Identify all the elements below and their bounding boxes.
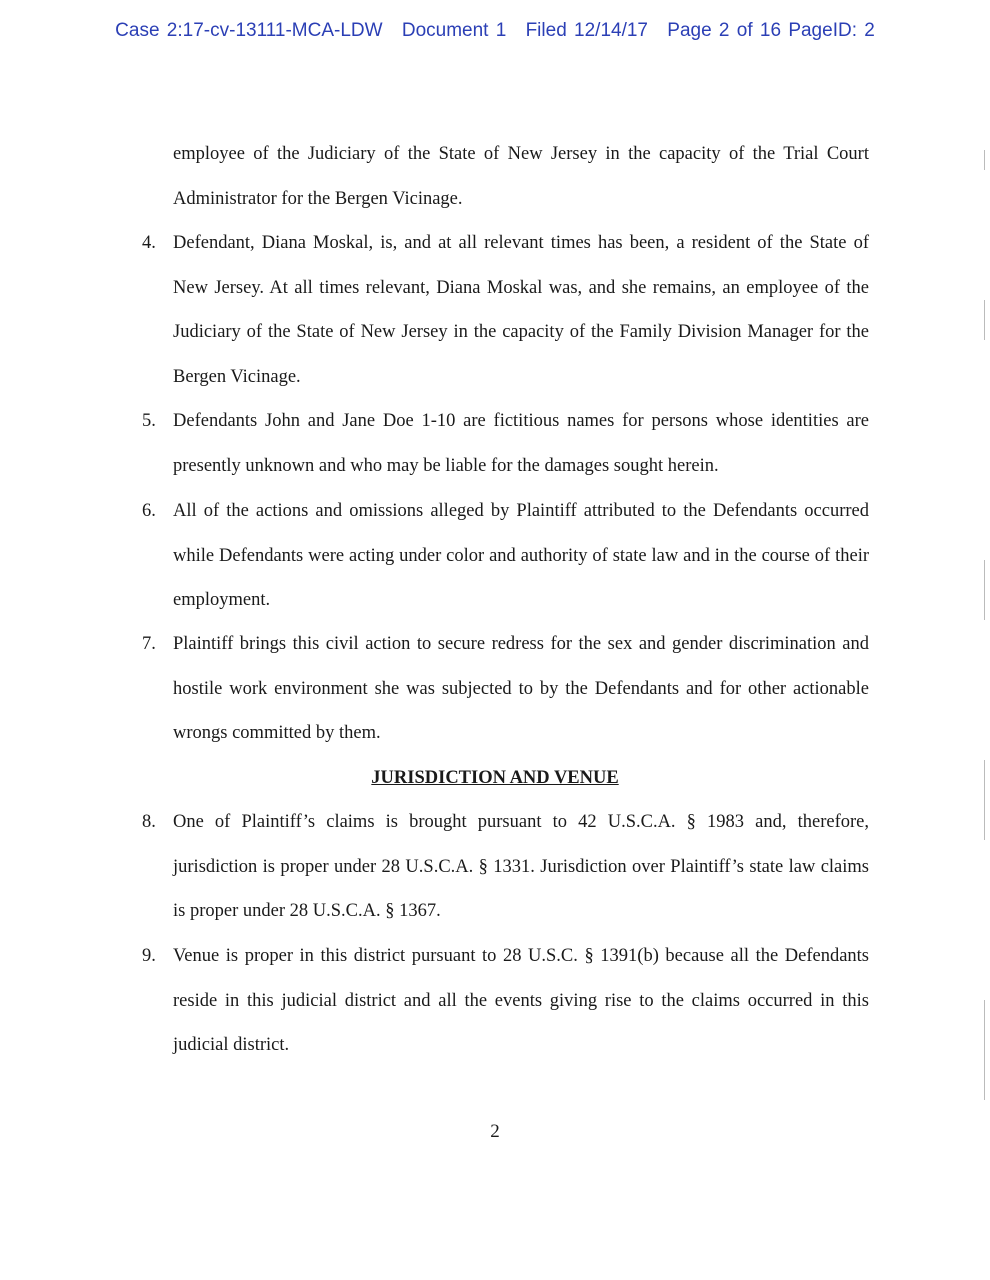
paragraph-number: 8. xyxy=(142,812,156,832)
page-info: Page 2 of 16 PageID: 2 xyxy=(667,20,875,41)
scan-mark xyxy=(984,1000,985,1100)
paragraph-text: All of the actions and omissions alleged by Plaintiff attributed to the Defendants occurred while Defendants were acting under color and authority of state law and in the course of their employment. xyxy=(173,501,869,611)
scan-mark xyxy=(984,760,985,840)
paragraph-number: 7. xyxy=(142,634,156,654)
paragraph-number: 4. xyxy=(142,233,156,253)
paragraph-number: 9. xyxy=(142,946,156,966)
case-header xyxy=(0,20,990,42)
paragraph-text: Venue is proper in this district pursuant to 28 U.S.C. § 1391(b) because all the Defendants reside in this judicial district and all the events giving rise to the claims occurred in this judicial district. xyxy=(173,946,869,1056)
page-number: 2 xyxy=(490,1121,500,1142)
paragraph-text: Defendants John and Jane Doe 1-10 are fictitious names for persons whose identities are presently unknown and who may be liable for the damages sought herein. xyxy=(173,411,869,476)
scan-mark xyxy=(984,300,985,340)
scan-mark xyxy=(984,560,985,620)
section-heading: JURISDICTION AND VENUE xyxy=(371,768,619,788)
paragraph-text: One of Plaintiff’s claims is brought pursuant to 42 U.S.C.A. § 1983 and, therefore, jurisdiction is proper under 28 U.S.C.A. § 1331. Jurisdiction over Plaintiff’s state law claims is proper under 28 U.S.C.A. § 1367. xyxy=(173,812,869,922)
filed-date: Filed 12/14/17 xyxy=(525,20,648,41)
paragraph-number: 6. xyxy=(142,501,156,521)
scan-mark xyxy=(984,150,985,170)
paragraph-text: Plaintiff brings this civil action to secure redress for the sex and gender discrimination and hostile work environment she was subjected to by the Defendants and for other actionable wrongs committed by them. xyxy=(173,634,869,744)
paragraph-text: Defendant, Diana Moskal, is, and at all relevant times has been, a resident of the State of New Jersey. At all times relevant, Diana Moskal was, and she remains, an employee of the Judiciary of the State of New Jersey in the capacity of the Family Division Manager for the Bergen Vicinage. xyxy=(173,233,869,387)
paragraph-number: 5. xyxy=(142,411,156,431)
paragraph-continuation: employee of the Judiciary of the State of New Jersey in the capacity of the Trial Court Administrator for the Bergen Vicinage. xyxy=(173,144,869,209)
document-number: Document 1 xyxy=(401,20,507,41)
case-number: Case 2:17-cv-13111-MCA-LDW xyxy=(115,20,383,41)
